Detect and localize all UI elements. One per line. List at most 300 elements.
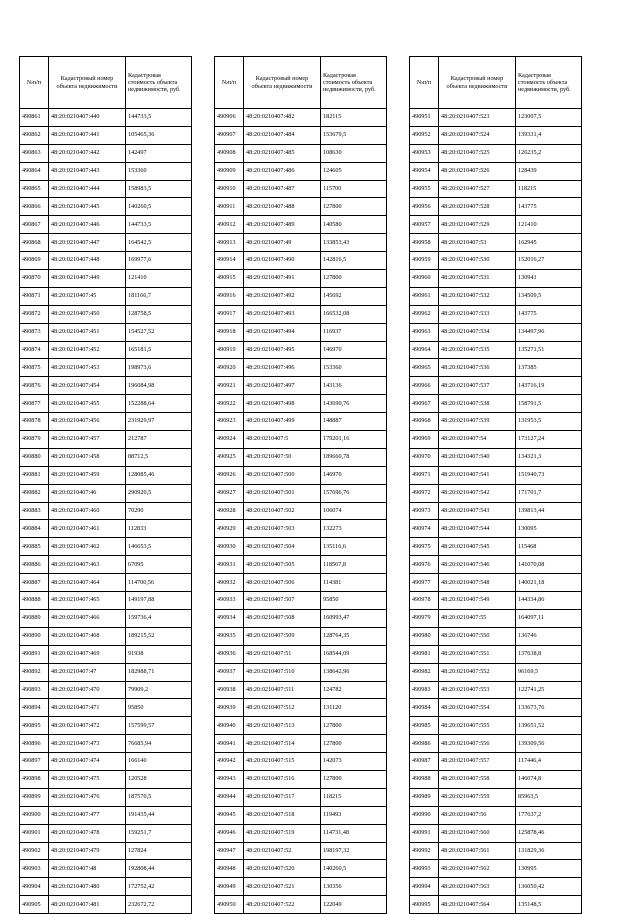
row-number-cell: 490863 (20, 144, 49, 162)
row-number-cell: 490874 (20, 341, 49, 359)
cadastral-cost-cell: 118215 (321, 788, 387, 806)
row-number-cell: 490884 (20, 520, 49, 538)
table-header-row (20, 57, 192, 109)
cadastral-cost-cell: 153360 (321, 359, 387, 377)
row-number-cell: 490953 (410, 144, 439, 162)
row-number-cell: 490915 (215, 270, 244, 288)
cadastral-number-cell: 48:20:0210407:481 (49, 896, 126, 914)
row-number-cell: 490988 (410, 770, 439, 788)
cadastral-number-cell: 48:20:0210407:494 (244, 323, 321, 341)
row-number-cell: 490929 (215, 520, 244, 538)
cadastral-number-cell: 48:20:0210407:465 (49, 592, 126, 610)
row-number-cell: 490876 (20, 377, 49, 395)
cadastral-number-cell: 48:20:0210407:5 (244, 431, 321, 449)
cadastral-number-cell: 48:20:0210407:489 (244, 216, 321, 234)
cadastral-number-cell: 48:20:0210407:443 (49, 162, 126, 180)
row-number-cell: 490973 (410, 502, 439, 520)
row-number-cell: 490904 (20, 878, 49, 896)
header-cadastral-number: Кадастровый номер объекта недвижимости (244, 57, 321, 109)
row-number-cell: 490918 (215, 323, 244, 341)
table-row (20, 162, 192, 180)
table-row (410, 878, 582, 896)
cadastral-number-cell: 48:20:0210407:559 (439, 788, 516, 806)
table-row (215, 395, 387, 413)
row-number-cell: 490910 (215, 180, 244, 198)
cadastral-cost-cell: 165181,5 (126, 341, 192, 359)
table-row (20, 878, 192, 896)
row-number-cell: 490960 (410, 270, 439, 288)
table-row (215, 824, 387, 842)
table-row (20, 770, 192, 788)
cadastral-cost-cell: 106074 (321, 502, 387, 520)
cadastral-cost-cell: 159251,7 (126, 824, 192, 842)
row-number-cell: 490977 (410, 574, 439, 592)
row-number-cell: 490921 (215, 377, 244, 395)
table-header-row (215, 57, 387, 109)
row-number-cell: 490975 (410, 538, 439, 556)
cadastral-number-cell: 48:20:0210407:563 (439, 878, 516, 896)
row-number-cell: 490897 (20, 753, 49, 771)
cadastral-number-cell: 48:20:0210407:505 (244, 556, 321, 574)
cadastral-number-cell: 48:20:0210407:524 (439, 126, 516, 144)
table-row (20, 270, 192, 288)
table-row (215, 520, 387, 538)
row-number-cell: 490951 (410, 109, 439, 127)
cadastral-number-cell: 48:20:0210407:534 (439, 323, 516, 341)
row-number-cell: 490909 (215, 162, 244, 180)
row-number-cell: 490879 (20, 431, 49, 449)
cadastral-cost-cell: 139309,56 (516, 735, 582, 753)
row-number-cell: 490862 (20, 126, 49, 144)
table-row (410, 663, 582, 681)
cadastral-cost-cell: 172752,42 (126, 878, 192, 896)
table-row (215, 484, 387, 502)
row-number-cell: 490888 (20, 592, 49, 610)
table-row (410, 287, 582, 305)
cadastral-cost-cell: 128758,5 (126, 305, 192, 323)
cadastral-number-cell: 48:20:0210407:552 (439, 663, 516, 681)
row-number-cell: 490991 (410, 824, 439, 842)
cadastral-number-cell: 48:20:0210407:441 (49, 126, 126, 144)
row-number-cell: 490974 (410, 520, 439, 538)
cadastral-number-cell: 48:20:0210407:490 (244, 252, 321, 270)
cadastral-cost-cell: 127800 (321, 717, 387, 735)
cadastral-table-1 (19, 56, 192, 914)
cadastral-cost-cell: 134321,3 (516, 448, 582, 466)
row-number-cell: 490872 (20, 305, 49, 323)
row-number-cell: 490900 (20, 806, 49, 824)
row-number-cell: 490911 (215, 198, 244, 216)
cadastral-number-cell: 48:20:0210407:553 (439, 681, 516, 699)
cadastral-number-cell: 48:20:0210407:51 (244, 645, 321, 663)
cadastral-cost-cell: 149197,88 (126, 592, 192, 610)
table-row (215, 180, 387, 198)
table-row (20, 574, 192, 592)
cadastral-cost-cell: 115468 (516, 538, 582, 556)
table-row (215, 377, 387, 395)
cadastral-number-cell: 48:20:0210407:478 (49, 824, 126, 842)
table-row (215, 323, 387, 341)
cadastral-cost-cell: 146653,5 (126, 538, 192, 556)
cadastral-number-cell: 48:20:0210407:462 (49, 538, 126, 556)
cadastral-cost-cell: 198973,6 (126, 359, 192, 377)
cadastral-cost-cell: 141070,08 (516, 556, 582, 574)
table-row (410, 377, 582, 395)
row-number-cell: 490868 (20, 234, 49, 252)
cadastral-number-cell: 48:20:0210407:558 (439, 770, 516, 788)
cadastral-number-cell: 48:20:0210407:442 (49, 144, 126, 162)
cadastral-number-cell: 48:20:0210407:56 (439, 806, 516, 824)
cadastral-cost-cell: 128085,46 (126, 466, 192, 484)
cadastral-cost-cell: 91938 (126, 645, 192, 663)
cadastral-cost-cell: 166532,08 (321, 305, 387, 323)
table-row (215, 699, 387, 717)
row-number-cell: 490994 (410, 878, 439, 896)
cadastral-cost-cell: 105465,36 (126, 126, 192, 144)
table-row (410, 162, 582, 180)
cadastral-cost-cell: 122049 (321, 896, 387, 914)
row-number-cell: 490961 (410, 287, 439, 305)
cadastral-cost-cell: 138642,96 (321, 663, 387, 681)
table-row (20, 287, 192, 305)
cadastral-cost-cell: 137638,8 (516, 645, 582, 663)
row-number-cell: 490885 (20, 538, 49, 556)
row-number-cell: 490894 (20, 699, 49, 717)
cadastral-cost-cell: 171701,7 (516, 484, 582, 502)
row-number-cell: 490925 (215, 448, 244, 466)
row-number-cell: 490979 (410, 609, 439, 627)
cadastral-cost-cell: 137385 (516, 359, 582, 377)
cadastral-cost-cell: 146074,8 (516, 770, 582, 788)
row-number-cell: 490869 (20, 252, 49, 270)
cadastral-cost-cell: 127800 (321, 198, 387, 216)
table-row (410, 448, 582, 466)
cadastral-number-cell: 48:20:0210407:48 (49, 860, 126, 878)
cadastral-number-cell: 48:20:0210407:542 (439, 484, 516, 502)
row-number-cell: 490950 (215, 896, 244, 914)
cadastral-number-cell: 48:20:0210407:487 (244, 180, 321, 198)
table-row (410, 592, 582, 610)
cadastral-cost-cell: 117446,4 (516, 753, 582, 771)
table-row (215, 770, 387, 788)
table-row (410, 484, 582, 502)
cadastral-cost-cell: 153360 (126, 162, 192, 180)
cadastral-number-cell: 48:20:0210407:463 (49, 556, 126, 574)
header-number: №п/п (410, 57, 439, 109)
table-row (215, 126, 387, 144)
cadastral-number-cell: 48:20:0210407:493 (244, 305, 321, 323)
table-row (215, 592, 387, 610)
row-number-cell: 490932 (215, 574, 244, 592)
cadastral-cost-cell: 159736,4 (126, 609, 192, 627)
table-row (20, 305, 192, 323)
table-row (20, 198, 192, 216)
row-number-cell: 490902 (20, 842, 49, 860)
cadastral-cost-cell: 191435,44 (126, 806, 192, 824)
cadastral-number-cell: 48:20:0210407:55 (439, 609, 516, 627)
cadastral-cost-cell: 108630 (321, 144, 387, 162)
row-number-cell: 490983 (410, 681, 439, 699)
cadastral-number-cell: 48:20:0210407:532 (439, 287, 516, 305)
row-number-cell: 490905 (20, 896, 49, 914)
cadastral-cost-cell: 114731,48 (321, 824, 387, 842)
row-number-cell: 490934 (215, 609, 244, 627)
table-row (410, 842, 582, 860)
row-number-cell: 490959 (410, 252, 439, 270)
row-number-cell: 490861 (20, 109, 49, 127)
cadastral-cost-cell: 158791,5 (516, 395, 582, 413)
cadastral-number-cell: 48:20:0210407:471 (49, 699, 126, 717)
cadastral-number-cell: 48:20:0210407:529 (439, 216, 516, 234)
table-row (410, 770, 582, 788)
table-row (410, 234, 582, 252)
table-row (410, 788, 582, 806)
table-row (20, 502, 192, 520)
row-number-cell: 490933 (215, 592, 244, 610)
row-number-cell: 490949 (215, 878, 244, 896)
cadastral-cost-cell: 114700,56 (126, 574, 192, 592)
cadastral-number-cell: 48:20:0210407:557 (439, 753, 516, 771)
cadastral-number-cell: 48:20:0210407:474 (49, 753, 126, 771)
cadastral-cost-cell: 198197,32 (321, 842, 387, 860)
cadastral-number-cell: 48:20:0210407:504 (244, 538, 321, 556)
cadastral-number-cell: 48:20:0210407:549 (439, 592, 516, 610)
row-number-cell: 490976 (410, 556, 439, 574)
cadastral-number-cell: 48:20:0210407:482 (244, 109, 321, 127)
cadastral-cost-cell: 133673,76 (516, 699, 582, 717)
cadastral-cost-cell: 131120 (321, 699, 387, 717)
table-row (20, 681, 192, 699)
table-row (20, 252, 192, 270)
row-number-cell: 490908 (215, 144, 244, 162)
table-row (410, 556, 582, 574)
table-row (410, 198, 582, 216)
cadastral-cost-cell: 88712,5 (126, 448, 192, 466)
table-row (215, 448, 387, 466)
table-row (410, 645, 582, 663)
row-number-cell: 490931 (215, 556, 244, 574)
table-row (215, 574, 387, 592)
cadastral-cost-cell: 169977,6 (126, 252, 192, 270)
row-number-cell: 490912 (215, 216, 244, 234)
cadastral-number-cell: 48:20:0210407:486 (244, 162, 321, 180)
cadastral-number-cell: 48:20:0210407:527 (439, 180, 516, 198)
table-row (215, 252, 387, 270)
cadastral-cost-cell: 143136 (321, 377, 387, 395)
cadastral-number-cell: 48:20:0210407:528 (439, 198, 516, 216)
row-number-cell: 490987 (410, 753, 439, 771)
row-number-cell: 490896 (20, 735, 49, 753)
cadastral-cost-cell: 143775 (516, 305, 582, 323)
cadastral-number-cell: 48:20:0210407:499 (244, 413, 321, 431)
table-body (215, 109, 387, 914)
row-number-cell: 490867 (20, 216, 49, 234)
cadastral-cost-cell: 181166,7 (126, 287, 192, 305)
cadastral-cost-cell: 130095 (516, 520, 582, 538)
cadastral-cost-cell: 121410 (126, 270, 192, 288)
cadastral-number-cell: 48:20:0210407:554 (439, 699, 516, 717)
cadastral-number-cell: 48:20:0210407:484 (244, 126, 321, 144)
cadastral-cost-cell: 127800 (321, 270, 387, 288)
table-row (215, 556, 387, 574)
table-row (410, 323, 582, 341)
table-row (20, 699, 192, 717)
cadastral-number-cell: 48:20:0210407:457 (49, 431, 126, 449)
cadastral-cost-cell: 142073 (321, 753, 387, 771)
cadastral-cost-cell: 290920,5 (126, 484, 192, 502)
row-number-cell: 490866 (20, 198, 49, 216)
row-number-cell: 490898 (20, 770, 49, 788)
cadastral-number-cell: 48:20:0210407:516 (244, 770, 321, 788)
table-row (410, 609, 582, 627)
row-number-cell: 490989 (410, 788, 439, 806)
header-number: №п/п (20, 57, 49, 109)
cadastral-number-cell: 48:20:0210407:543 (439, 502, 516, 520)
cadastral-number-cell: 48:20:0210407:538 (439, 395, 516, 413)
row-number-cell: 490936 (215, 645, 244, 663)
cadastral-table-3 (409, 56, 582, 914)
cadastral-cost-cell: 142497 (126, 144, 192, 162)
cadastral-number-cell: 48:20:0210407:531 (439, 270, 516, 288)
cadastral-cost-cell: 122741,25 (516, 681, 582, 699)
table-row (20, 860, 192, 878)
cadastral-number-cell: 48:20:0210407:533 (439, 305, 516, 323)
row-number-cell: 490943 (215, 770, 244, 788)
row-number-cell: 490956 (410, 198, 439, 216)
row-number-cell: 490877 (20, 395, 49, 413)
cadastral-number-cell: 48:20:0210407:556 (439, 735, 516, 753)
cadastral-number-cell: 48:20:0210407:458 (49, 448, 126, 466)
cadastral-cost-cell: 136746 (516, 627, 582, 645)
table-row (20, 788, 192, 806)
table-row (20, 109, 192, 127)
table-row (215, 109, 387, 127)
row-number-cell: 490875 (20, 359, 49, 377)
cadastral-cost-cell: 136050,42 (516, 878, 582, 896)
cadastral-number-cell: 48:20:0210407:52 (244, 842, 321, 860)
row-number-cell: 490980 (410, 627, 439, 645)
row-number-cell: 490903 (20, 860, 49, 878)
row-number-cell: 490968 (410, 413, 439, 431)
row-number-cell: 490938 (215, 681, 244, 699)
table-row (215, 663, 387, 681)
cadastral-cost-cell: 139331,4 (516, 126, 582, 144)
cadastral-cost-cell: 164097,11 (516, 609, 582, 627)
row-number-cell: 490889 (20, 609, 49, 627)
table-row (410, 126, 582, 144)
table-row (215, 466, 387, 484)
table-row (20, 413, 192, 431)
cadastral-number-cell: 48:20:0210407:54 (439, 431, 516, 449)
row-number-cell: 490916 (215, 287, 244, 305)
cadastral-number-cell: 48:20:0210407:447 (49, 234, 126, 252)
row-number-cell: 490890 (20, 627, 49, 645)
cadastral-cost-cell: 160993,47 (321, 609, 387, 627)
table-row (410, 753, 582, 771)
row-number-cell: 490965 (410, 359, 439, 377)
row-number-cell: 490919 (215, 341, 244, 359)
row-number-cell: 490966 (410, 377, 439, 395)
cadastral-cost-cell: 95850 (126, 699, 192, 717)
cadastral-number-cell: 48:20:0210407:564 (439, 896, 516, 914)
table-row (20, 824, 192, 842)
cadastral-number-cell: 48:20:0210407:453 (49, 359, 126, 377)
table-body (20, 109, 192, 914)
row-number-cell: 490883 (20, 502, 49, 520)
cadastral-cost-cell: 139813,44 (516, 502, 582, 520)
cadastral-number-cell: 48:20:0210407:555 (439, 717, 516, 735)
cadastral-number-cell: 48:20:0210407:495 (244, 341, 321, 359)
table-row (410, 681, 582, 699)
cadastral-number-cell: 48:20:0210407:511 (244, 681, 321, 699)
cadastral-cost-cell: 127824 (126, 842, 192, 860)
cadastral-number-cell: 48:20:0210407:509 (244, 627, 321, 645)
cadastral-cost-cell: 154527,52 (126, 323, 192, 341)
table-row (215, 788, 387, 806)
cadastral-number-cell: 48:20:0210407:445 (49, 198, 126, 216)
cadastral-cost-cell: 143775 (516, 198, 582, 216)
table-row (20, 341, 192, 359)
cadastral-cost-cell: 177637,2 (516, 806, 582, 824)
cadastral-number-cell: 48:20:0210407:461 (49, 520, 126, 538)
cadastral-number-cell: 48:20:0210407:512 (244, 699, 321, 717)
cadastral-number-cell: 48:20:0210407:460 (49, 502, 126, 520)
row-number-cell: 490906 (215, 109, 244, 127)
table-row (410, 520, 582, 538)
cadastral-number-cell: 48:20:0210407:440 (49, 109, 126, 127)
table-row (20, 180, 192, 198)
row-number-cell: 490944 (215, 788, 244, 806)
row-number-cell: 490985 (410, 717, 439, 735)
cadastral-cost-cell: 152016,27 (516, 252, 582, 270)
table-row (215, 717, 387, 735)
row-number-cell: 490954 (410, 162, 439, 180)
cadastral-number-cell: 48:20:0210407:479 (49, 842, 126, 860)
table-row (215, 341, 387, 359)
table-row (410, 395, 582, 413)
table-row (215, 305, 387, 323)
table-row (215, 502, 387, 520)
row-number-cell: 490992 (410, 842, 439, 860)
table-row (215, 144, 387, 162)
row-number-cell: 490952 (410, 126, 439, 144)
cadastral-number-cell: 48:20:0210407:540 (439, 448, 516, 466)
cadastral-number-cell: 48:20:0210407:530 (439, 252, 516, 270)
row-number-cell: 490891 (20, 645, 49, 663)
table-row (410, 699, 582, 717)
row-number-cell: 490940 (215, 717, 244, 735)
cadastral-number-cell: 48:20:0210407:476 (49, 788, 126, 806)
cadastral-cost-cell: 85963,5 (516, 788, 582, 806)
table-row (410, 431, 582, 449)
cadastral-number-cell: 48:20:0210407:469 (49, 645, 126, 663)
cadastral-number-cell: 48:20:0210407:454 (49, 377, 126, 395)
table-row (20, 448, 192, 466)
cadastral-cost-cell: 125878,46 (516, 824, 582, 842)
row-number-cell: 490937 (215, 663, 244, 681)
cadastral-cost-cell: 231929,97 (126, 413, 192, 431)
cadastral-cost-cell: 119493 (321, 806, 387, 824)
cadastral-number-cell: 48:20:0210407:459 (49, 466, 126, 484)
cadastral-cost-cell: 120528 (126, 770, 192, 788)
row-number-cell: 490927 (215, 484, 244, 502)
table-row (215, 735, 387, 753)
table-row (215, 842, 387, 860)
table-row (410, 252, 582, 270)
header-cadastral-cost: Кадастровая стоимость объекта недвижимости, руб. (126, 57, 192, 109)
cadastral-number-cell: 48:20:0210407:485 (244, 144, 321, 162)
table-row (410, 806, 582, 824)
